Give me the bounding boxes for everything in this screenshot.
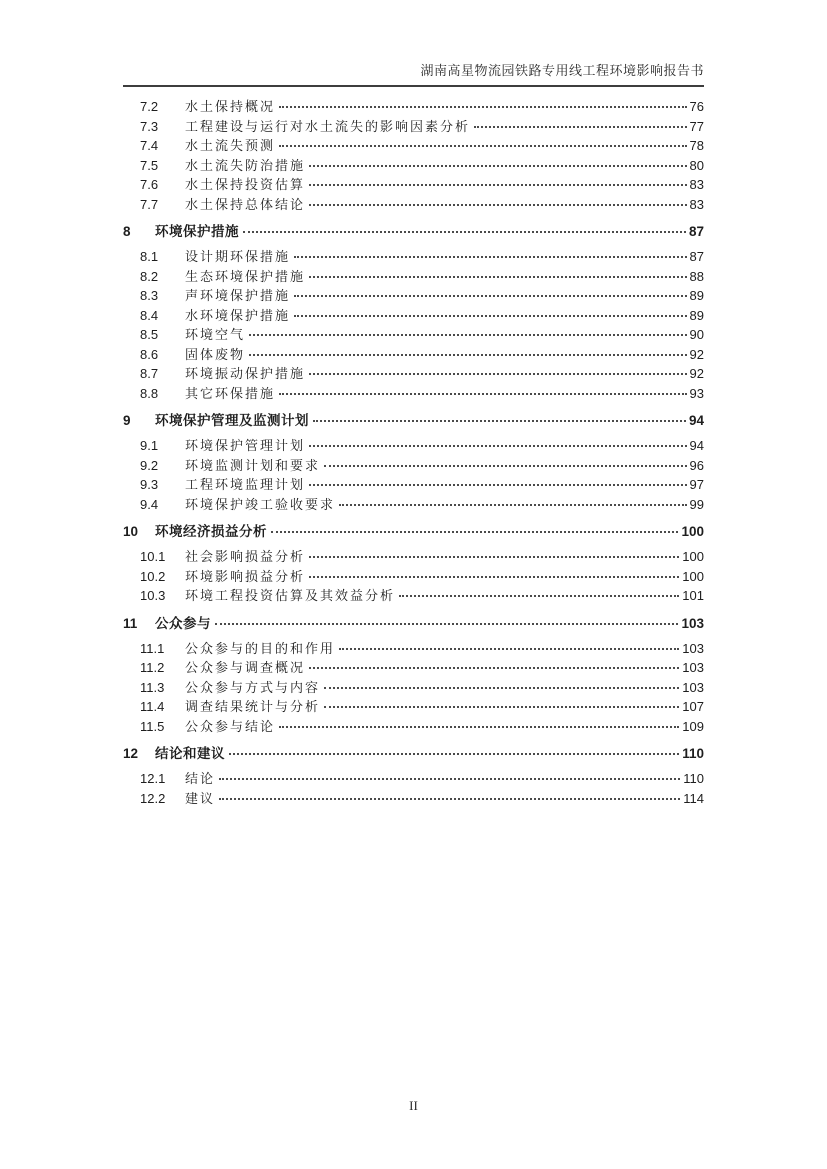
toc-entry-page: 92: [689, 346, 704, 362]
toc-entry-number: 10: [123, 524, 139, 539]
dot-leader: [324, 465, 687, 467]
toc-entry-page: 77: [689, 118, 704, 134]
page-number-footer: II: [409, 1098, 418, 1113]
toc-entry[interactable]: [123, 135, 704, 155]
toc-entry-title: 生态环境保护措施: [185, 268, 306, 284]
toc-entry-page: 99: [689, 496, 704, 512]
dot-leader: [229, 753, 679, 755]
toc-entry[interactable]: [123, 266, 704, 286]
toc-entry-number: 10.2: [140, 568, 166, 584]
dot-leader: [339, 504, 687, 506]
toc-entry-page: 101: [682, 588, 704, 603]
toc-entry-number: 8: [123, 224, 131, 239]
toc-entry[interactable]: [123, 546, 704, 566]
toc-entry[interactable]: [123, 409, 704, 430]
toc-entry-page: 103: [682, 660, 704, 675]
toc-entry[interactable]: [123, 677, 704, 697]
dot-leader: [309, 184, 687, 186]
toc-entry-number: 8.2: [140, 268, 159, 284]
toc-entry-number: 8.6: [140, 346, 159, 362]
toc-entry-number: 8.4: [140, 307, 159, 323]
toc-entry-title: 其它环保措施: [185, 385, 276, 401]
toc-entry-number: 8.8: [140, 385, 159, 401]
toc-entry-page: 89: [689, 307, 704, 323]
toc-entry[interactable]: [123, 220, 704, 241]
toc-entry-page: 78: [689, 138, 704, 153]
dot-leader: [324, 706, 679, 708]
toc-list: [123, 96, 704, 807]
toc-entry-page: 100: [681, 524, 704, 539]
dot-leader: [474, 126, 687, 128]
toc-entry-title: 环境影响损益分析: [185, 568, 306, 584]
toc-entry-page: 114: [683, 790, 704, 806]
toc-entry-number: 12: [123, 746, 139, 761]
dot-leader: [309, 556, 679, 558]
dot-leader: [309, 373, 687, 375]
toc-entry-title: 公众参与结论: [185, 718, 276, 734]
toc-entry-number: 7.6: [140, 177, 159, 192]
dot-leader: [309, 667, 679, 669]
toc-entry-title: 水土流失防治措施: [185, 157, 306, 173]
toc-entry-number: 11.3: [140, 679, 165, 695]
toc-entry-page: 100: [682, 568, 704, 584]
dot-leader: [324, 687, 679, 689]
toc-entry-title: 环境工程投资估算及其效益分析: [185, 588, 396, 603]
toc-entry[interactable]: [123, 696, 704, 716]
toc-entry[interactable]: [123, 285, 704, 305]
toc-entry-title: 水土保持总体结论: [185, 196, 306, 212]
toc-entry[interactable]: [123, 174, 704, 194]
toc-entry[interactable]: [123, 612, 704, 633]
toc-entry-page: 103: [681, 615, 704, 631]
dot-leader: [309, 165, 687, 167]
dot-leader: [294, 295, 687, 297]
toc-entry-number: 9.4: [140, 496, 159, 512]
toc-entry-number: 9.1: [140, 438, 159, 453]
dot-leader: [215, 623, 678, 625]
toc-entry-number: 12.2: [140, 790, 166, 806]
toc-entry[interactable]: [123, 324, 704, 344]
dot-leader: [309, 276, 687, 278]
toc-entry-page: 83: [689, 177, 704, 192]
toc-entry-title: 工程建设与运行对水土流失的影响因素分析: [185, 118, 471, 134]
toc-entry-number: 8.5: [140, 327, 159, 342]
dot-leader: [309, 204, 687, 206]
running-header-title: 湖南高星物流园铁路专用线工程环境影响报告书: [123, 60, 704, 87]
dot-leader: [279, 106, 687, 108]
toc-entry-title: 结论和建议: [155, 746, 225, 761]
toc-entry[interactable]: [123, 194, 704, 214]
dot-leader: [279, 726, 679, 728]
toc-entry-page: 100: [682, 549, 704, 564]
toc-entry-page: 80: [689, 157, 704, 173]
toc-entry-page: 93: [689, 385, 704, 401]
dot-leader: [399, 595, 679, 597]
toc-entry-title: 公众参与方式与内容: [185, 679, 321, 695]
toc-entry-number: 10.1: [140, 549, 166, 564]
toc-entry-number: 11: [123, 615, 138, 631]
toc-entry-title: 声环境保护措施: [185, 288, 291, 303]
dot-leader: [313, 420, 686, 422]
toc-entry[interactable]: [123, 96, 704, 116]
toc-entry-title: 环境保护管理计划: [185, 438, 306, 453]
dot-leader: [219, 798, 680, 800]
toc-entry-number: 11.2: [140, 660, 165, 675]
toc-entry[interactable]: [123, 788, 704, 808]
toc-entry-title: 社会影响损益分析: [185, 549, 306, 564]
toc-entry-title: 公众参与的目的和作用: [185, 640, 336, 656]
dot-leader: [279, 393, 687, 395]
toc-entry-title: 设计期环保措施: [185, 249, 291, 264]
toc-entry-page: 107: [682, 699, 704, 714]
toc-entry-title: 固体废物: [185, 346, 246, 362]
toc-entry-number: 9.2: [140, 457, 159, 473]
toc-entry-number: 9.3: [140, 477, 159, 492]
toc-entry-title: 环境振动保护措施: [185, 366, 306, 381]
toc-entry-number: 7.5: [140, 157, 159, 173]
toc-entry-page: 109: [682, 718, 704, 734]
toc-entry[interactable]: [123, 742, 704, 763]
toc-entry[interactable]: [123, 520, 704, 541]
toc-entry-title: 水土流失预测: [185, 138, 276, 153]
toc-entry-title: 水土保持概况: [185, 99, 276, 114]
dot-leader: [309, 484, 687, 486]
toc-entry-title: 调查结果统计与分析: [185, 699, 321, 714]
toc-entry-page: 94: [689, 438, 704, 453]
toc-entry[interactable]: [123, 657, 704, 677]
toc-entry[interactable]: [123, 305, 704, 325]
toc-entry-title: 建议: [185, 790, 216, 806]
toc-entry-page: 88: [689, 268, 704, 284]
toc-entry[interactable]: [123, 383, 704, 403]
toc-entry-page: 90: [689, 327, 704, 342]
toc-entry-page: 110: [683, 771, 704, 786]
page-content: [123, 60, 704, 807]
toc-entry[interactable]: [123, 116, 704, 136]
toc-entry-number: 11.5: [140, 718, 165, 734]
toc-entry-page: 94: [688, 413, 704, 428]
dot-leader: [309, 445, 687, 447]
toc-entry-number: 8.7: [140, 366, 159, 381]
toc-entry-title: 工程环境监理计划: [185, 477, 306, 492]
dot-leader: [249, 334, 687, 336]
toc-entry-page: 87: [688, 224, 704, 239]
toc-entry-number: 8.3: [140, 288, 159, 303]
toc-entry[interactable]: [123, 246, 704, 266]
toc-entry-title: 水环境保护措施: [185, 307, 291, 323]
toc-entry-number: 7.2: [140, 99, 159, 114]
toc-entry[interactable]: [123, 455, 704, 475]
toc-entry-title: 环境经济损益分析: [155, 524, 267, 539]
toc-entry-page: 83: [689, 196, 704, 212]
toc-entry-page: 103: [682, 679, 704, 695]
toc-entry-number: 7.3: [140, 118, 159, 134]
toc-entry[interactable]: [123, 585, 704, 605]
toc-entry-page: 89: [689, 288, 704, 303]
dot-leader: [271, 531, 678, 533]
toc-entry-title: 公众参与: [155, 615, 211, 631]
toc-entry-number: 8.1: [140, 249, 159, 264]
toc-entry-title: 环境监测计划和要求: [185, 457, 321, 473]
toc-entry[interactable]: [123, 363, 704, 383]
toc-entry-number: 7.4: [140, 138, 159, 153]
toc-entry-page: 110: [682, 746, 704, 761]
toc-entry-page: 87: [689, 249, 704, 264]
toc-entry[interactable]: [123, 768, 704, 788]
toc-entry-number: 11.4: [140, 699, 165, 714]
toc-entry[interactable]: [123, 566, 704, 586]
toc-entry-title: 环境保护竣工验收要求: [185, 496, 336, 512]
toc-entry-title: 水土保持投资估算: [185, 177, 306, 192]
toc-entry[interactable]: [123, 716, 704, 736]
toc-entry-number: 9: [123, 413, 131, 428]
dot-leader: [243, 231, 686, 233]
toc-entry[interactable]: [123, 638, 704, 658]
toc-entry-page: 97: [689, 477, 704, 492]
toc-entry-number: 12.1: [140, 771, 166, 786]
toc-entry-page: 92: [689, 366, 704, 381]
dot-leader: [309, 576, 679, 578]
toc-entry-title: 环境空气: [185, 327, 246, 342]
toc-entry[interactable]: [123, 435, 704, 455]
toc-entry-number: 7.7: [140, 196, 159, 212]
toc-entry-title: 环境保护措施: [155, 224, 239, 239]
toc-entry[interactable]: [123, 155, 704, 175]
dot-leader: [294, 315, 687, 317]
dot-leader: [339, 648, 679, 650]
toc-entry-title: 公众参与调查概况: [185, 660, 306, 675]
toc-entry-page: 76: [689, 99, 704, 114]
toc-entry[interactable]: [123, 344, 704, 364]
dot-leader: [294, 256, 687, 258]
dot-leader: [279, 145, 687, 147]
toc-entry-title: 环境保护管理及监测计划: [155, 413, 309, 428]
toc-entry[interactable]: [123, 494, 704, 514]
dot-leader: [249, 354, 687, 356]
toc-entry[interactable]: [123, 474, 704, 494]
toc-entry-page: 96: [689, 457, 704, 473]
toc-entry-number: 11.1: [140, 640, 165, 656]
toc-entry-title: 结论: [185, 771, 216, 786]
toc-entry-page: 103: [682, 640, 704, 656]
dot-leader: [219, 778, 680, 780]
toc-entry-number: 10.3: [140, 588, 166, 603]
